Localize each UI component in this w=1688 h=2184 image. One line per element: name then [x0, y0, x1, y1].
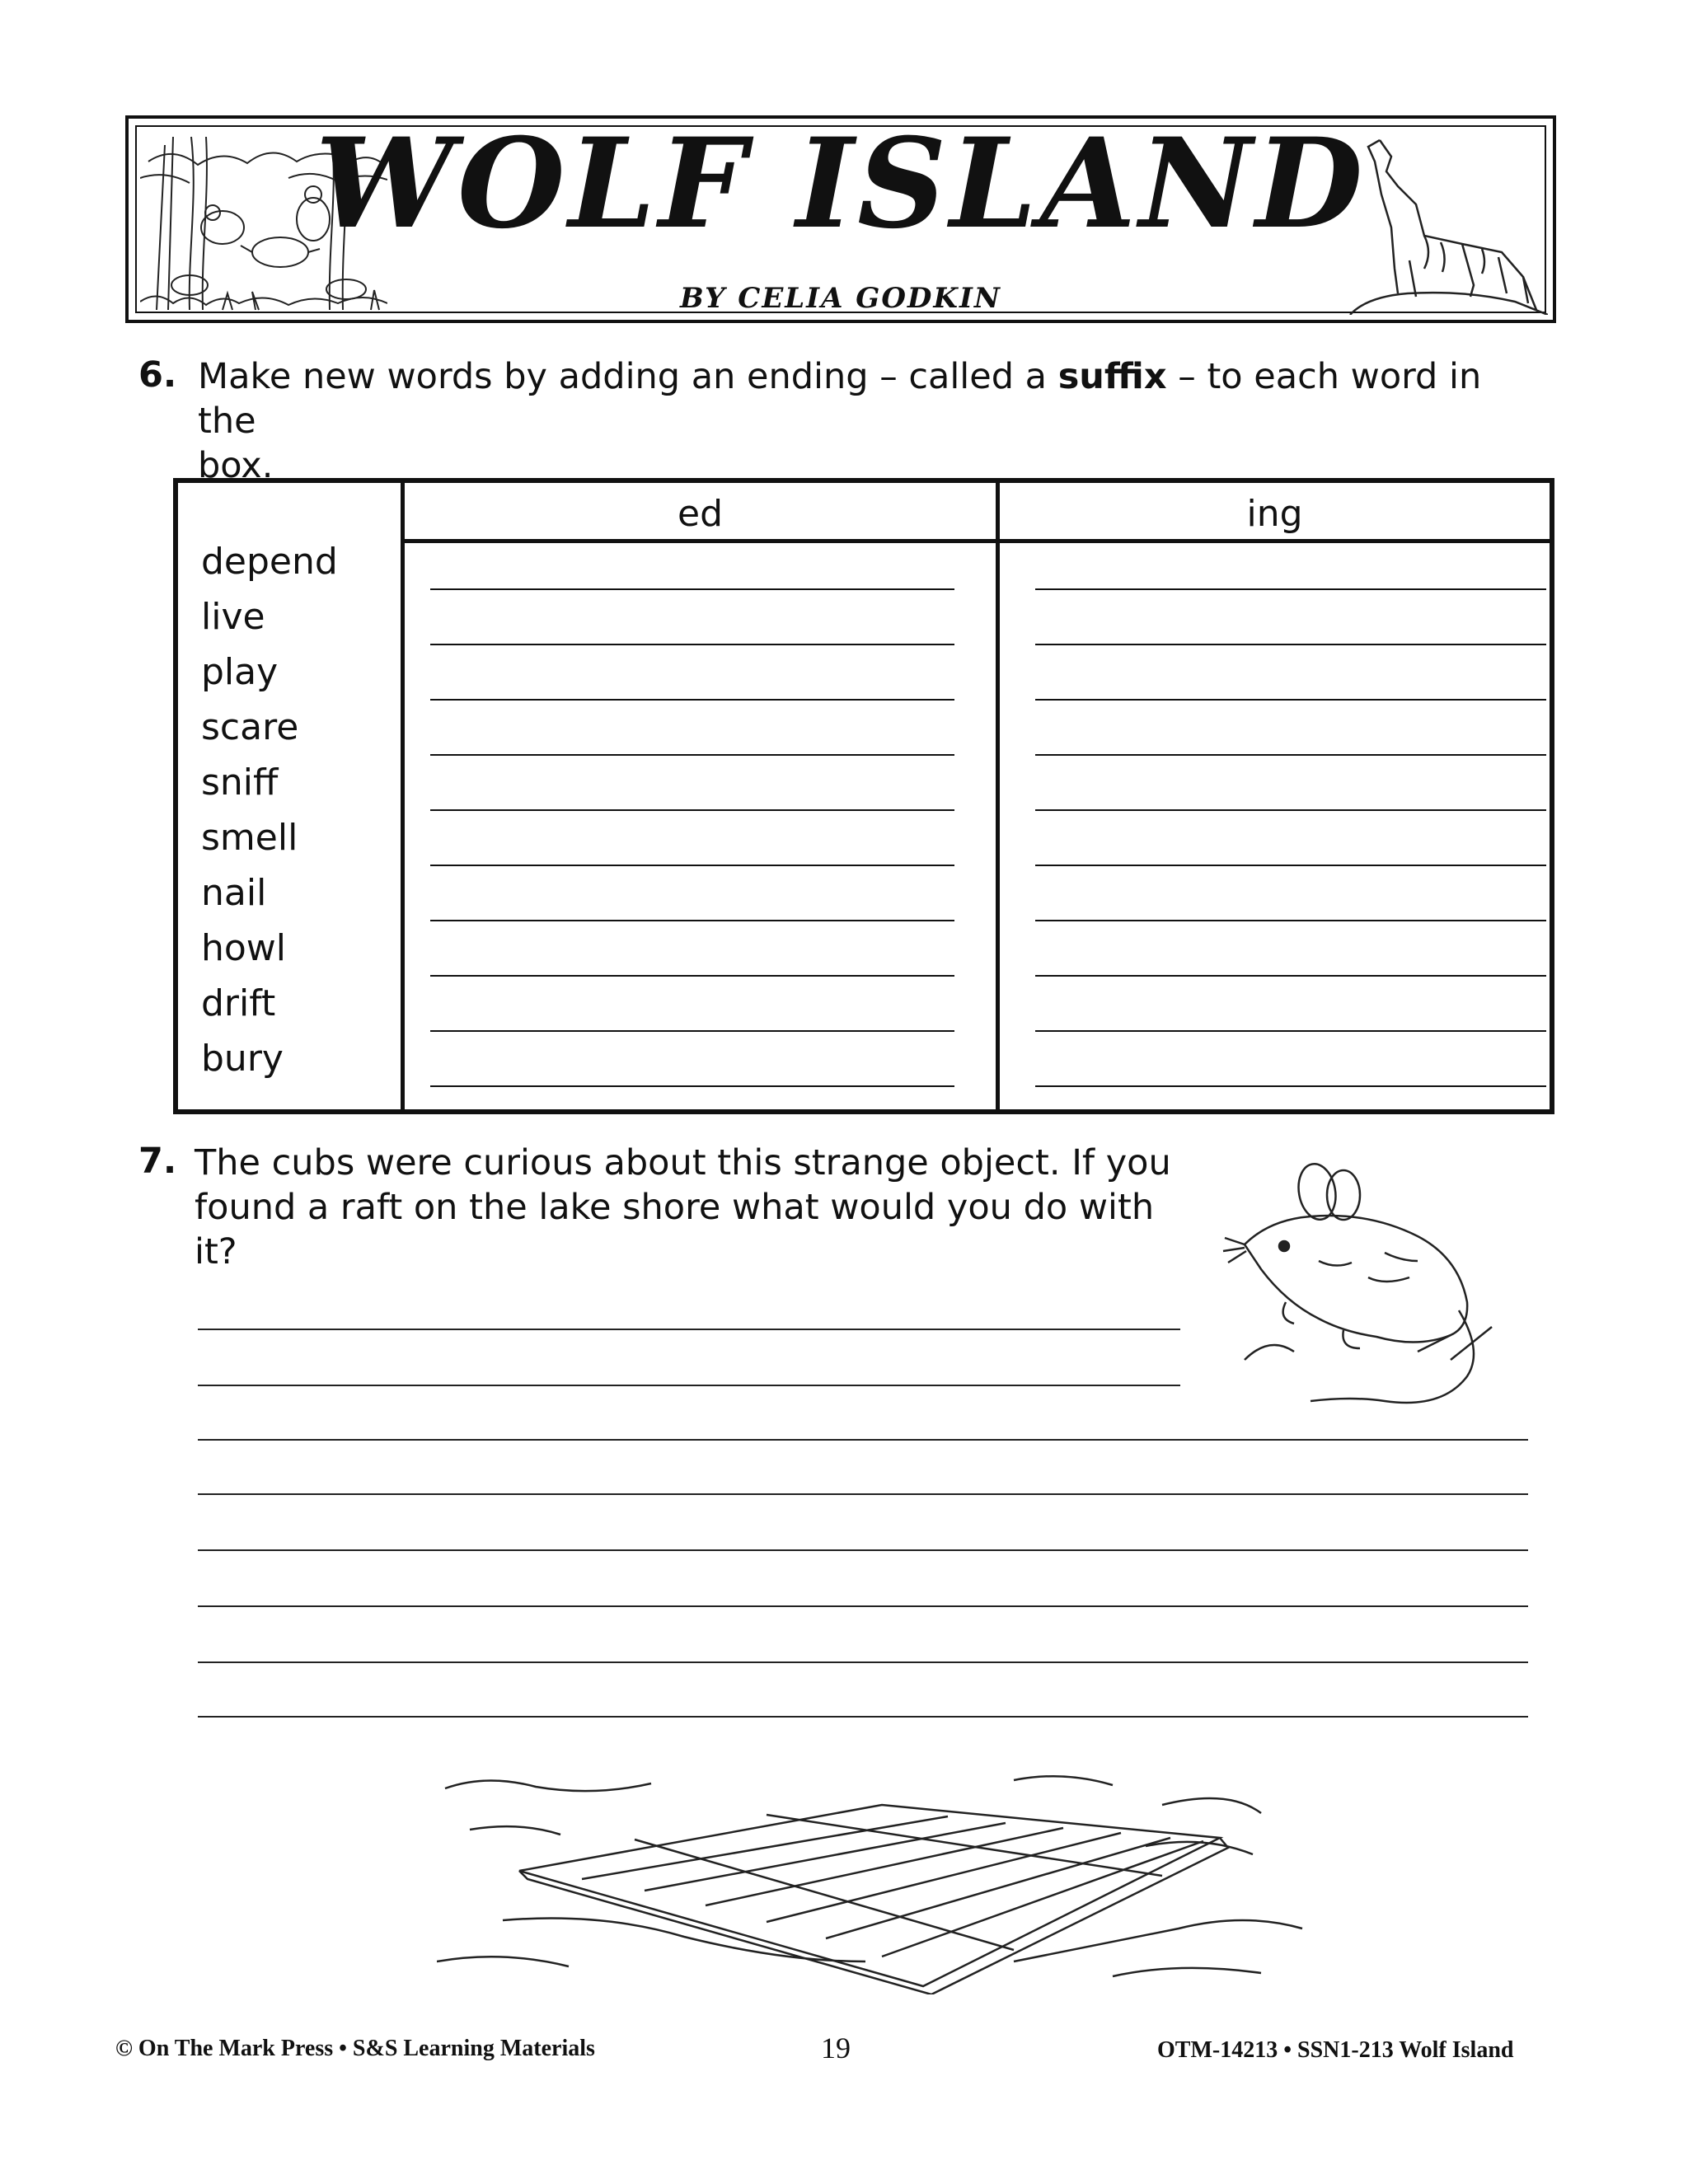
ed-answer-line[interactable] — [430, 920, 954, 921]
writing-line[interactable] — [198, 1329, 1180, 1330]
mouse-illustration — [1220, 1162, 1550, 1418]
table-word: smell — [201, 817, 298, 859]
ing-answer-line[interactable] — [1035, 1085, 1546, 1087]
question-6-text-line2: box. — [198, 445, 274, 486]
table-divider-1 — [401, 483, 405, 1109]
title-banner — [125, 111, 1556, 323]
footer-publisher: © On The Mark Press • S&S Learning Materials — [115, 2036, 595, 2061]
ed-answer-line[interactable] — [430, 1030, 954, 1032]
ing-answer-line[interactable] — [1035, 1030, 1546, 1032]
question-6-text — [198, 354, 1533, 488]
page-title: WOLF ISLAND — [315, 111, 1367, 256]
table-header-line — [401, 539, 1550, 543]
ing-answer-line[interactable] — [1035, 644, 1546, 645]
ing-answer-line[interactable] — [1035, 920, 1546, 921]
ed-answer-line[interactable] — [430, 644, 954, 645]
ed-answer-line[interactable] — [430, 588, 954, 590]
ing-answer-line[interactable] — [1035, 809, 1546, 811]
suffix-keyword: suffix — [1057, 356, 1167, 397]
table-word: live — [201, 596, 265, 638]
table-word: sniff — [201, 762, 279, 804]
writing-line[interactable] — [198, 1439, 1528, 1441]
ed-answer-line[interactable] — [430, 1085, 954, 1087]
ed-answer-line[interactable] — [430, 865, 954, 866]
table-word: scare — [201, 706, 299, 748]
ing-answer-line[interactable] — [1035, 865, 1546, 866]
table-word: howl — [201, 927, 287, 969]
question-7-number: 7. — [138, 1141, 177, 1182]
ed-answer-line[interactable] — [430, 975, 954, 977]
ing-answer-line[interactable] — [1035, 754, 1546, 756]
howling-wolf-illustration — [1301, 129, 1548, 315]
writing-line[interactable] — [198, 1716, 1528, 1718]
table-word: drift — [201, 982, 276, 1024]
question-7-text — [195, 1141, 1184, 1274]
column-header-ed: ed — [678, 493, 723, 535]
table-word: depend — [201, 541, 338, 583]
ed-answer-line[interactable] — [430, 809, 954, 811]
writing-line[interactable] — [198, 1493, 1528, 1495]
ing-answer-line[interactable] — [1035, 588, 1546, 590]
question-7-line1: The cubs were curious about this strange object. If you — [195, 1142, 1171, 1183]
ing-answer-line[interactable] — [1035, 699, 1546, 701]
question-6-number: 6. — [138, 354, 177, 396]
writing-line[interactable] — [198, 1549, 1528, 1551]
raft-illustration — [437, 1755, 1352, 1994]
ed-answer-line[interactable] — [430, 754, 954, 756]
page-number: 19 — [821, 2032, 851, 2064]
footer-product-code: OTM-14213 • SSN1-213 Wolf Island — [1157, 2037, 1514, 2063]
question-7-line2: found a raft on the lake shore what would you do with it? — [195, 1187, 1155, 1272]
writing-line[interactable] — [198, 1661, 1528, 1663]
ing-answer-line[interactable] — [1035, 975, 1546, 977]
ed-answer-line[interactable] — [430, 699, 954, 701]
writing-line[interactable] — [198, 1385, 1180, 1386]
writing-line[interactable] — [198, 1605, 1528, 1607]
author-byline: BY CELIA GODKIN — [680, 282, 1001, 315]
table-divider-2 — [996, 483, 1000, 1109]
table-word: bury — [201, 1038, 284, 1080]
column-header-ing: ing — [1246, 493, 1303, 535]
suffix-table — [173, 478, 1554, 1114]
question-6-text-start: Make new words by adding an ending – called a — [198, 356, 1058, 397]
question-6-text-end: – to each word in the — [198, 356, 1482, 442]
table-word: play — [201, 651, 279, 693]
table-word: nail — [201, 872, 267, 914]
